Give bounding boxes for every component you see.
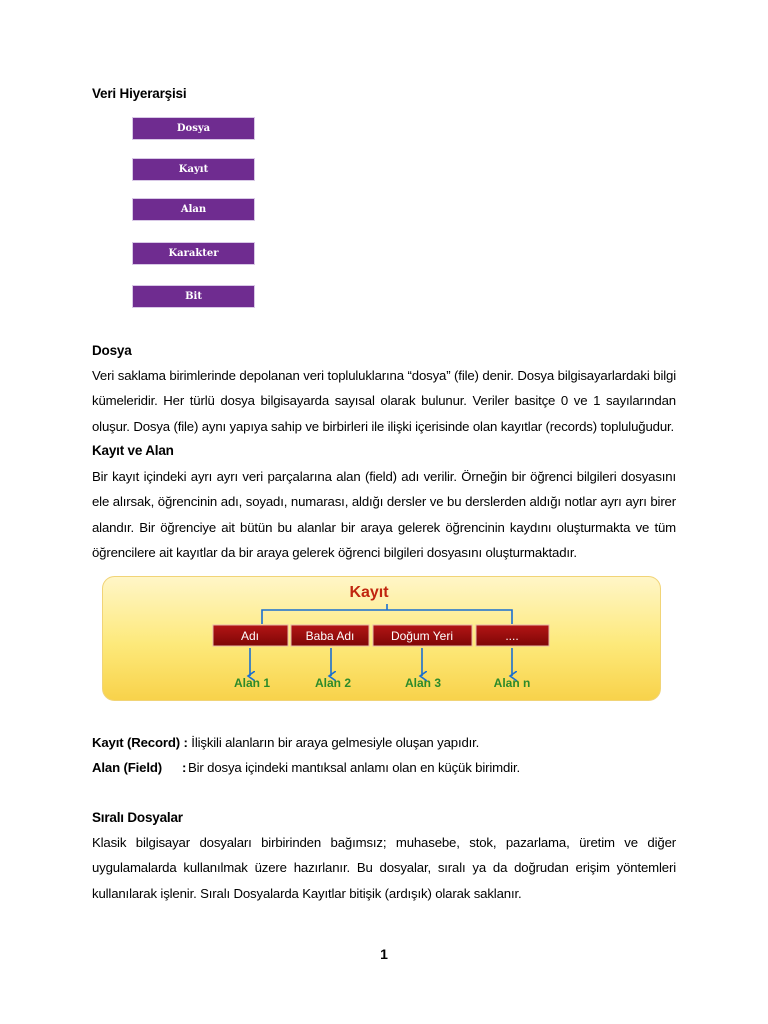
diagram-title: Kayıt <box>349 584 389 601</box>
text-line: uygulamalarda kullanılmak üzere hazırlanır. Bu dosyalar, sıralı ya da doğrudan erişim yöntemleri <box>92 860 676 876</box>
text-line: alandır. Bir öğrenciye ait bütün bu alanlar bir araya gelerek öğrencinin kaydını oluşturmakta ve tüm <box>92 519 676 535</box>
field-label: Adı <box>240 629 260 643</box>
section-heading-kayit-alan: Kayıt ve Alan <box>92 443 174 458</box>
hierarchy-box-bit: Bit <box>132 285 255 308</box>
definition-term: Kayıt (Record) : <box>92 735 188 750</box>
section-body-sirali <box>92 830 676 906</box>
record-diagram <box>102 576 662 702</box>
definition-alan <box>92 760 520 775</box>
definition-text: İlişkili alanların bir araya gelmesiyle oluşan yapıdır. <box>187 735 480 750</box>
section-heading-dosya: Dosya <box>92 343 132 358</box>
field-label: .... <box>505 629 519 643</box>
text-line: Klasik bilgisayar dosyaları birbirinden bağımsız; muhasebe, stok, pazarlama, üretim ve diğer <box>92 835 676 850</box>
alan-label: Alan n <box>493 676 531 690</box>
section-body-dosya <box>92 363 676 439</box>
field-boxes <box>213 625 549 646</box>
page-number: 1 <box>380 946 388 962</box>
text-line: Veri saklama birimlerinde depolanan veri topluluklarına “dosya” (file) denir. Dosya bilgisayarlardaki bilgi <box>92 368 676 383</box>
field-label: Doğum Yeri <box>390 629 454 643</box>
text-line: ele alırsak, öğrencinin adı, soyadı, numarası, aldığı dersler ve bu derslerden aldığı notlar ayrı ayrı birer <box>92 494 676 510</box>
text-line: kullanılarak işlenir. Sıralı Dosyalarda Kayıtlar bitişik (ardışık) olarak saklanır. <box>92 885 522 901</box>
field-label: Baba Adı <box>305 629 355 643</box>
alan-label: Alan 1 <box>233 676 271 690</box>
definition-kayit <box>92 735 479 750</box>
alan-label: Alan 2 <box>314 676 352 690</box>
definition-text: Bir dosya içindeki mantıksal anlamı olan en küçük birimdir. <box>188 760 520 775</box>
text-line: oluşur. Dosya (file) aynı yapıya sahip ve birbirleri ile ilişki içerisinde olan kayıtlar (records) topluluğudur. <box>92 418 675 434</box>
section-body-kayit-alan <box>92 464 676 565</box>
text-line: öğrencilere ait kayıtlar da bir araya gelerek öğrenci bilgileri dosyasını oluşturmaktadır. <box>92 544 577 560</box>
alan-label: Alan 3 <box>404 676 442 690</box>
hierarchy-box-alan: Alan <box>132 198 255 221</box>
definition-term: Alan (Field) <box>92 760 162 775</box>
hierarchy-box-kayit: Kayıt <box>132 158 255 181</box>
text-line: kümeleridir. Her türlü dosya bilgisayarda sayısal olarak bulunur. Veriler basitçe 0 ve 1 sayılarından <box>92 393 676 409</box>
definition-separator: : <box>182 760 187 775</box>
hierarchy-box-karakter: Karakter <box>132 242 255 265</box>
hierarchy-box-dosya: Dosya <box>132 117 255 140</box>
page-title: Veri Hiyerarşisi <box>92 86 187 101</box>
text-line: Bir kayıt içindeki ayrı ayrı veri parçalarına alan (field) adı verilir. Örneğin bir öğrenci bilgileri dosyasını <box>92 469 676 484</box>
section-heading-sirali: Sıralı Dosyalar <box>92 810 183 825</box>
